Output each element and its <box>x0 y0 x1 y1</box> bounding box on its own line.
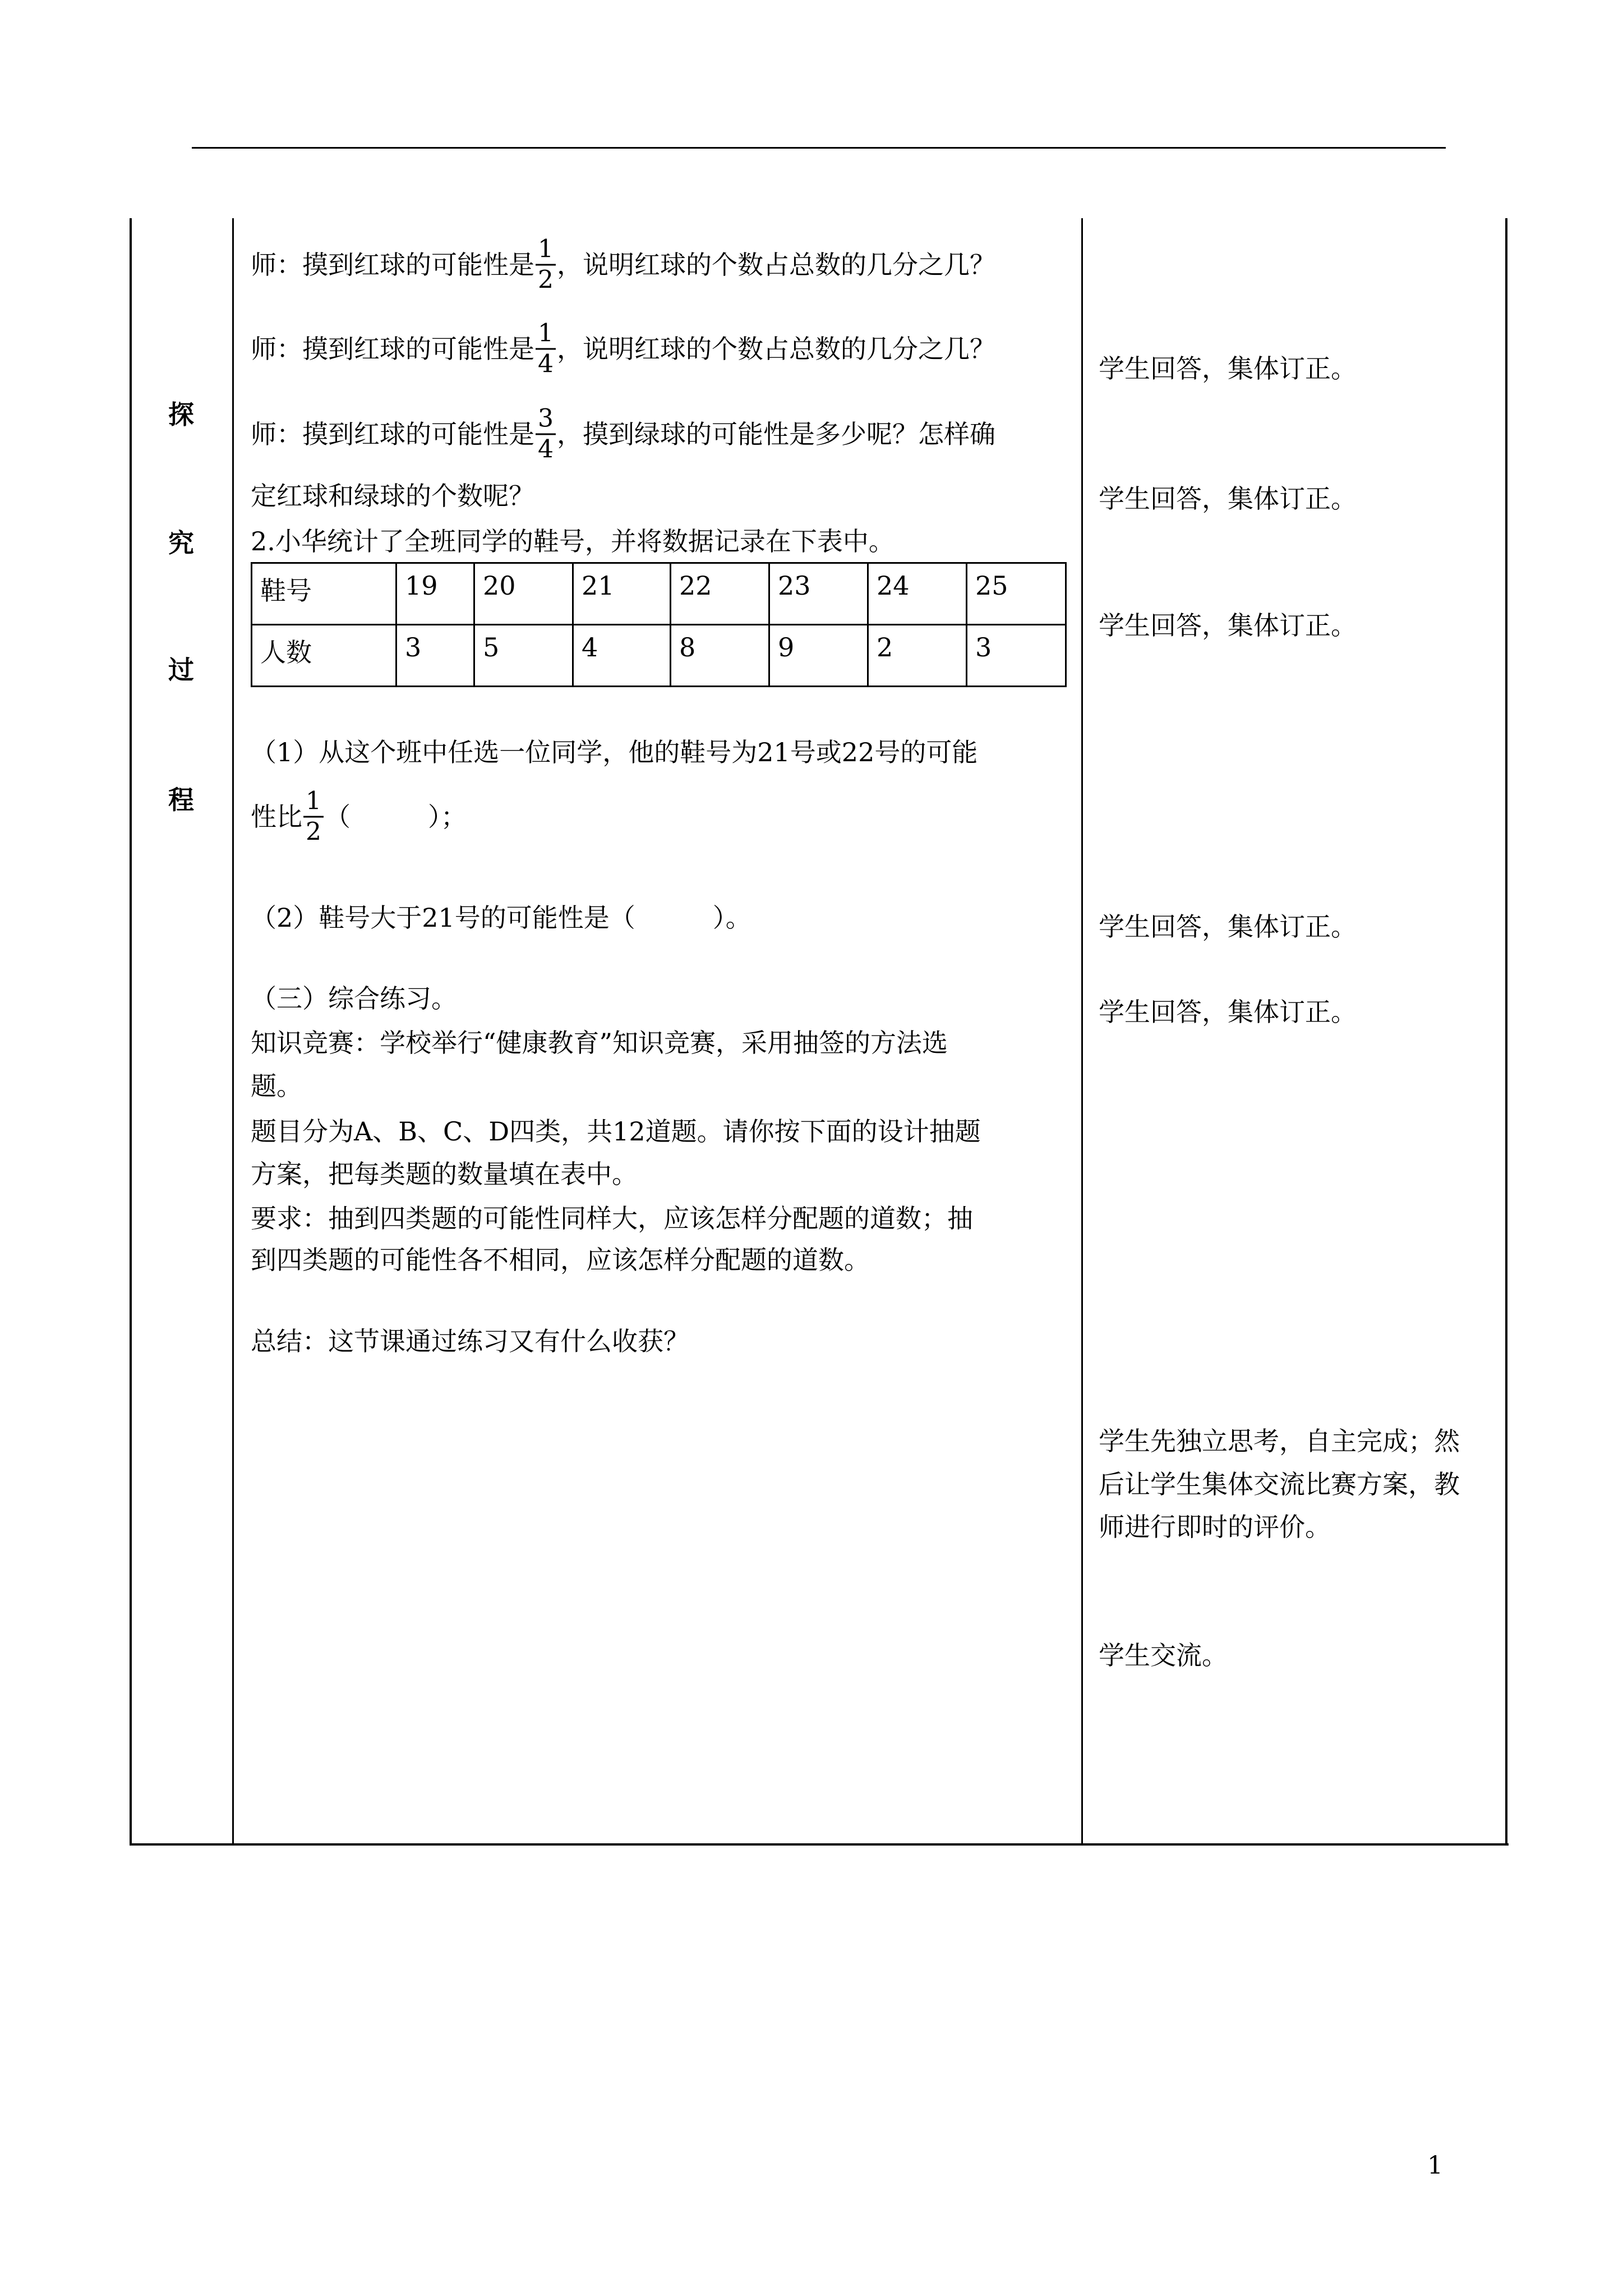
denominator: 4 <box>538 349 554 379</box>
text: ，摸到绿球的可能性是多少呢？怎样确 <box>557 419 995 449</box>
cell: 3 <box>396 625 474 687</box>
text: （ ）； <box>325 802 467 832</box>
contest-line: 知识竞赛：学校举行“健康教育”知识竞赛，采用抽签的方法选 <box>251 1028 948 1058</box>
cell: 4 <box>573 625 671 687</box>
text: ，说明红球的个数占总数的几分之几？ <box>557 334 995 364</box>
cell: 9 <box>769 625 868 687</box>
numerator: 1 <box>536 319 556 350</box>
contest-line: 方案，把每类题的数量填在表中。 <box>251 1159 638 1189</box>
question-2-1: （1）从这个班中任选一位同学，他的鞋号为21号或22号的可能 <box>251 737 978 767</box>
shoe-size-table <box>251 562 1067 687</box>
text: ，说明红球的个数占总数的几分之几？ <box>557 250 995 280</box>
denominator: 2 <box>306 817 321 846</box>
numerator: 3 <box>536 404 556 435</box>
section-label-char: 探 <box>168 399 194 430</box>
text: 师：摸到红球的可能性是 <box>251 250 534 280</box>
section-3-title: （三）综合练习。 <box>251 983 457 1014</box>
student-note: 学生回答，集体订正。 <box>1099 353 1357 384</box>
section-label-char: 究 <box>168 528 194 558</box>
contest-line: 题目分为A、B、C、D四类，共12道题。请你按下面的设计抽题 <box>251 1116 981 1147</box>
contest-line: 到四类题的可能性各不相同，应该怎样分配题的道数。 <box>251 1245 870 1275</box>
question-2-2: （2）鞋号大于21号的可能性是（ ）。 <box>251 903 751 933</box>
table-divider-notes <box>1081 218 1083 1845</box>
header-rule <box>192 147 1446 149</box>
contest-line: 题。 <box>251 1071 302 1101</box>
fraction <box>303 787 324 847</box>
student-plan-line: 学生先独立思考，自主完成；然 <box>1099 1426 1460 1456</box>
teacher-question <box>251 234 995 297</box>
cell: 20 <box>474 563 573 625</box>
student-note: 学生回答，集体订正。 <box>1099 912 1357 942</box>
cell: 3 <box>967 625 1066 687</box>
fraction <box>536 404 556 464</box>
table-border-bottom <box>130 1843 1509 1846</box>
student-note: 学生回答，集体订正。 <box>1099 610 1357 641</box>
cell: 23 <box>769 563 868 625</box>
table-border-right <box>1505 218 1507 1845</box>
denominator: 2 <box>538 265 554 295</box>
fraction <box>536 319 556 379</box>
fraction <box>536 235 556 295</box>
cell: 5 <box>474 625 573 687</box>
cell: 25 <box>967 563 1066 625</box>
numerator: 1 <box>536 235 556 266</box>
teacher-question <box>251 404 995 467</box>
cell: 8 <box>671 625 769 687</box>
student-exchange: 学生交流。 <box>1099 1640 1228 1671</box>
row-header: 鞋号 <box>252 563 396 625</box>
cell: 22 <box>671 563 769 625</box>
cell: 24 <box>868 563 967 625</box>
student-plan-line: 后让学生集体交流比赛方案，教 <box>1099 1469 1460 1499</box>
cell: 19 <box>396 563 474 625</box>
summary: 总结：这节课通过练习又有什么收获？ <box>251 1326 689 1356</box>
section-label-char: 程 <box>168 785 194 815</box>
numerator: 1 <box>303 787 324 818</box>
contest-line: 要求：抽到四类题的可能性同样大，应该怎样分配题的道数；抽 <box>251 1203 973 1234</box>
page-number: 1 <box>1427 2151 1443 2180</box>
table-divider-label <box>232 218 234 1845</box>
cell: 21 <box>573 563 671 625</box>
denominator: 4 <box>538 435 554 464</box>
student-note: 学生回答，集体订正。 <box>1099 484 1357 514</box>
student-plan-line: 师进行即时的评价。 <box>1099 1512 1331 1542</box>
question-2-1-continued <box>251 786 467 849</box>
section-label-char: 过 <box>168 655 194 685</box>
table-row <box>252 625 1066 687</box>
table-border-left <box>130 218 132 1845</box>
row-header: 人数 <box>252 625 396 687</box>
text: 师：摸到红球的可能性是 <box>251 419 534 449</box>
student-note: 学生回答，集体订正。 <box>1099 997 1357 1027</box>
cell: 2 <box>868 625 967 687</box>
text: 师：摸到红球的可能性是 <box>251 334 534 364</box>
text: 性比 <box>251 802 302 832</box>
teacher-question <box>251 321 995 381</box>
teacher-question-continued: 定红球和绿球的个数呢？ <box>251 481 534 511</box>
table-row <box>252 563 1066 625</box>
question-2-intro: 2.小华统计了全班同学的鞋号，并将数据记录在下表中。 <box>251 526 895 556</box>
